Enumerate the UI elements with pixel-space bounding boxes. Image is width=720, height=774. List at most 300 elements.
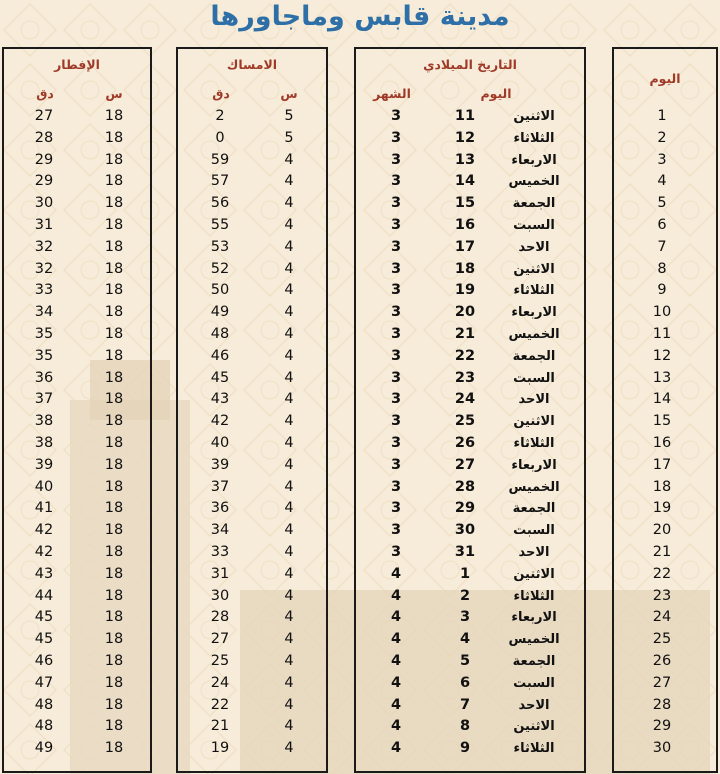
iftar-hour: 18 xyxy=(104,413,124,430)
imsak-hour: 4 xyxy=(284,696,294,713)
ramadan-day-number: 25 xyxy=(652,631,672,648)
table-row xyxy=(178,498,326,520)
table-row xyxy=(614,106,716,128)
imsak-hour: 4 xyxy=(284,740,294,757)
imsak-minute: 59 xyxy=(210,151,230,168)
table-row xyxy=(4,629,150,651)
table-row xyxy=(614,695,716,717)
iftar-hour: 18 xyxy=(104,238,124,255)
ramadan-day-number: 5 xyxy=(657,195,667,212)
weekday-name: الاثنين xyxy=(513,414,555,430)
table-row xyxy=(178,389,326,411)
iftar-hour: 18 xyxy=(104,282,124,299)
imsak-hour: 4 xyxy=(284,260,294,277)
gregorian-month: 3 xyxy=(390,413,402,430)
imsak-minute: 53 xyxy=(210,238,230,255)
gregorian-day: 30 xyxy=(454,522,476,539)
gregorian-month: 3 xyxy=(390,173,402,190)
gregorian-month: 3 xyxy=(390,391,402,408)
gregorian-month: 3 xyxy=(390,304,402,321)
ramadan-day-number: 16 xyxy=(652,434,672,451)
gregorian-day: 2 xyxy=(459,587,471,604)
table-row xyxy=(356,193,584,215)
table-row xyxy=(614,215,716,237)
iftar-header: الإفطار xyxy=(54,57,100,72)
table-row xyxy=(178,455,326,477)
gregorian-month: 4 xyxy=(390,718,402,735)
gregorian-day: 6 xyxy=(459,674,471,691)
table-row xyxy=(178,259,326,281)
ramadan-day-number: 22 xyxy=(652,565,672,582)
gregorian-month: 3 xyxy=(390,543,402,560)
table-row xyxy=(178,302,326,324)
weekday-name: السبت xyxy=(513,523,555,539)
gregorian-month: 3 xyxy=(390,216,402,233)
gregorian-month: 4 xyxy=(390,674,402,691)
iftar-hour: 18 xyxy=(104,216,124,233)
imsak-hour: 4 xyxy=(284,631,294,648)
imsak-hour: 5 xyxy=(284,129,294,146)
imsak-minute: 39 xyxy=(210,456,230,473)
iftar-minute: 41 xyxy=(34,500,54,517)
gregorian-month: 3 xyxy=(390,369,402,386)
table-row xyxy=(614,738,716,760)
ramadan-day-number: 20 xyxy=(652,522,672,539)
table-row xyxy=(4,150,150,172)
iftar-minute: 40 xyxy=(34,478,54,495)
table-row xyxy=(614,542,716,564)
imsak-minute: 50 xyxy=(210,282,230,299)
iftar-minute: 38 xyxy=(34,434,54,451)
gregorian-month: 3 xyxy=(390,522,402,539)
weekday-name: الاربعاء xyxy=(511,305,557,321)
iftar-minute: 45 xyxy=(34,609,54,626)
ramadan-day-number: 12 xyxy=(652,347,672,364)
table-row xyxy=(356,455,584,477)
table-row xyxy=(614,477,716,499)
table-row xyxy=(178,150,326,172)
day-col-header: اليوم xyxy=(480,86,512,101)
table-row xyxy=(178,411,326,433)
imsak-hour: 4 xyxy=(284,587,294,604)
imsak-hour: 4 xyxy=(284,652,294,669)
weekday-name: الاثنين xyxy=(513,261,555,277)
ramadan-day-number: 26 xyxy=(652,652,672,669)
table-row xyxy=(4,455,150,477)
imsak-hour: 4 xyxy=(284,369,294,386)
gregorian-day: 25 xyxy=(454,413,476,430)
table-row xyxy=(356,564,584,586)
table-row xyxy=(614,368,716,390)
table-row xyxy=(4,324,150,346)
table-row xyxy=(4,280,150,302)
imsak-hour: 4 xyxy=(284,413,294,430)
iftar-hour: 18 xyxy=(104,391,124,408)
gregorian-day: 26 xyxy=(454,434,476,451)
table-row xyxy=(356,477,584,499)
table-row xyxy=(178,433,326,455)
gregorian-month: 3 xyxy=(390,325,402,342)
imsak-hour: 4 xyxy=(284,304,294,321)
gregorian-month: 3 xyxy=(390,238,402,255)
iftar-hour: 18 xyxy=(104,543,124,560)
table-row xyxy=(614,193,716,215)
weekday-name: الاربعاء xyxy=(511,610,557,626)
ramadan-day-number: 7 xyxy=(657,238,667,255)
imsak-hour: 4 xyxy=(284,434,294,451)
ramadan-day-number: 14 xyxy=(652,391,672,408)
table-row xyxy=(356,695,584,717)
table-row xyxy=(4,433,150,455)
gregorian-day: 27 xyxy=(454,456,476,473)
table-row xyxy=(4,651,150,673)
ramadan-day-number: 8 xyxy=(657,260,667,277)
table-row xyxy=(178,673,326,695)
gregorian-month: 3 xyxy=(390,151,402,168)
imsak-minute: 25 xyxy=(210,652,230,669)
weekday-name: الجمعة xyxy=(512,196,556,212)
gregorian-month: 4 xyxy=(390,696,402,713)
table-row xyxy=(178,368,326,390)
table-row xyxy=(614,171,716,193)
imsak-hour: 4 xyxy=(284,282,294,299)
gregorian-day: 16 xyxy=(454,216,476,233)
gregorian-day: 5 xyxy=(459,652,471,669)
imsak-hour: 4 xyxy=(284,347,294,364)
table-row xyxy=(4,738,150,760)
ramadan-day-header: اليوم xyxy=(649,71,681,86)
table-row xyxy=(4,106,150,128)
iftar-minute: 29 xyxy=(34,173,54,190)
iftar-hour: 18 xyxy=(104,108,124,124)
table-row xyxy=(4,477,150,499)
weekday-name: الثلاثاء xyxy=(513,588,555,604)
gregorian-month: 3 xyxy=(390,456,402,473)
iftar-hour: 18 xyxy=(104,609,124,626)
table-row xyxy=(614,607,716,629)
iftar-hour: 18 xyxy=(104,565,124,582)
table-row xyxy=(178,171,326,193)
table-row xyxy=(356,150,584,172)
gregorian-day: 1 xyxy=(459,565,471,582)
table-row xyxy=(178,280,326,302)
table-row xyxy=(4,346,150,368)
iftar-hour: 18 xyxy=(104,151,124,168)
ramadan-day-number: 28 xyxy=(652,696,672,713)
imsak-minute: 36 xyxy=(210,500,230,517)
gregorian-day: 18 xyxy=(454,260,476,277)
gregorian-day: 14 xyxy=(454,173,476,190)
ramadan-day-number: 3 xyxy=(657,151,667,168)
imsak-minute: 45 xyxy=(210,369,230,386)
imsak-hour: 4 xyxy=(284,216,294,233)
weekday-name: الاثنين xyxy=(513,719,555,735)
ramadan-day-number: 9 xyxy=(657,282,667,299)
imsak-hour: 4 xyxy=(284,173,294,190)
table-row xyxy=(614,673,716,695)
gregorian-day: 3 xyxy=(459,609,471,626)
table-row xyxy=(178,607,326,629)
gregorian-header: التاريخ الميلادي xyxy=(423,57,517,72)
iftar-minute: 39 xyxy=(34,456,54,473)
gregorian-month: 3 xyxy=(390,478,402,495)
table-row xyxy=(178,542,326,564)
weekday-name: الخميس xyxy=(508,326,560,342)
table-row xyxy=(356,346,584,368)
imsak-header: الامساك xyxy=(226,57,278,72)
table-row xyxy=(356,673,584,695)
imsak-minute: 0 xyxy=(215,129,225,146)
imsak-hour: 4 xyxy=(284,391,294,408)
table-row xyxy=(356,586,584,608)
table-row xyxy=(614,302,716,324)
imsak-hour: 4 xyxy=(284,609,294,626)
ramadan-day-number: 10 xyxy=(652,304,672,321)
table-row xyxy=(356,389,584,411)
gregorian-month: 3 xyxy=(390,129,402,146)
table-row xyxy=(4,128,150,150)
weekday-name: الاربعاء xyxy=(511,152,557,168)
month-col-header: الشهر xyxy=(373,86,411,101)
table-row xyxy=(614,629,716,651)
ramadan-day-number: 11 xyxy=(652,325,672,342)
table-row xyxy=(4,389,150,411)
iftar-minute: 48 xyxy=(34,696,54,713)
table-row xyxy=(4,695,150,717)
iftar-minute: 36 xyxy=(34,369,54,386)
table-row xyxy=(614,324,716,346)
table-row xyxy=(356,171,584,193)
table-row xyxy=(614,433,716,455)
iftar-minute: 28 xyxy=(34,129,54,146)
iftar-hour: 18 xyxy=(104,674,124,691)
page-title: مدينة قابس وماجاورها xyxy=(210,1,510,32)
imsak-hour: 4 xyxy=(284,151,294,168)
table-row xyxy=(356,433,584,455)
table-row xyxy=(614,455,716,477)
iftar-hour: 18 xyxy=(104,369,124,386)
iftar-hour: 18 xyxy=(104,304,124,321)
table-row xyxy=(356,128,584,150)
gregorian-day: 15 xyxy=(454,195,476,212)
table-row xyxy=(4,673,150,695)
table-row xyxy=(178,346,326,368)
imsak-minute: 22 xyxy=(210,696,230,713)
gregorian-day: 29 xyxy=(454,500,476,517)
ramadan-day-number: 30 xyxy=(652,740,672,757)
iftar-hour: 18 xyxy=(104,696,124,713)
table-row xyxy=(178,193,326,215)
imsak-minute: 48 xyxy=(210,325,230,342)
hour-header: س xyxy=(280,86,298,101)
iftar-minute: 27 xyxy=(34,108,54,124)
gregorian-day: 21 xyxy=(454,325,476,342)
weekday-name: الاحد xyxy=(518,239,550,255)
table-row xyxy=(356,629,584,651)
gregorian-day: 8 xyxy=(459,718,471,735)
table-row xyxy=(178,564,326,586)
gregorian-day: 11 xyxy=(454,108,476,124)
iftar-hour: 18 xyxy=(104,522,124,539)
iftar-minute: 46 xyxy=(34,652,54,669)
gregorian-month: 3 xyxy=(390,195,402,212)
table-row xyxy=(356,738,584,760)
imsak-minute: 19 xyxy=(210,740,230,757)
table-row xyxy=(356,215,584,237)
weekday-name: الاحد xyxy=(518,544,550,560)
table-row xyxy=(614,389,716,411)
table-row xyxy=(178,586,326,608)
iftar-hour: 18 xyxy=(104,260,124,277)
table-row xyxy=(178,237,326,259)
iftar-minute: 42 xyxy=(34,543,54,560)
table-row xyxy=(356,498,584,520)
gregorian-day: 13 xyxy=(454,151,476,168)
iftar-minute: 47 xyxy=(34,674,54,691)
table-row xyxy=(178,106,326,128)
ramadan-day-number: 29 xyxy=(652,718,672,735)
imsak-hour: 4 xyxy=(284,456,294,473)
weekday-name: الجمعة xyxy=(512,653,556,669)
iftar-minute: 38 xyxy=(34,413,54,430)
table-row xyxy=(4,607,150,629)
imsak-minute: 40 xyxy=(210,434,230,451)
iftar-minute: 32 xyxy=(34,238,54,255)
imsak-minute: 24 xyxy=(210,674,230,691)
iftar-hour: 18 xyxy=(104,456,124,473)
table-row xyxy=(178,324,326,346)
imsak-hour: 4 xyxy=(284,325,294,342)
iftar-minute: 33 xyxy=(34,282,54,299)
table-row xyxy=(4,215,150,237)
imsak-hour: 4 xyxy=(284,718,294,735)
gregorian-day: 9 xyxy=(459,740,471,757)
table-row xyxy=(4,586,150,608)
table-row xyxy=(4,237,150,259)
gregorian-day: 17 xyxy=(454,238,476,255)
gregorian-day: 4 xyxy=(459,631,471,648)
table-row xyxy=(178,629,326,651)
imsak-minute: 30 xyxy=(210,587,230,604)
table-row xyxy=(614,259,716,281)
weekday-name: الخميس xyxy=(508,632,560,648)
minute-header: دق xyxy=(212,86,230,101)
table-row xyxy=(614,586,716,608)
weekday-name: الاثنين xyxy=(513,109,555,124)
table-row xyxy=(4,716,150,738)
imsak-hour: 4 xyxy=(284,195,294,212)
table-row xyxy=(614,346,716,368)
imsak-minute: 27 xyxy=(210,631,230,648)
iftar-hour: 18 xyxy=(104,325,124,342)
ramadan-day-number: 21 xyxy=(652,543,672,560)
table-row xyxy=(614,128,716,150)
gregorian-day: 20 xyxy=(454,304,476,321)
table-row xyxy=(614,520,716,542)
iftar-hour: 18 xyxy=(104,434,124,451)
weekday-name: الثلاثاء xyxy=(513,435,555,451)
iftar-hour: 18 xyxy=(104,173,124,190)
iftar-minute: 42 xyxy=(34,522,54,539)
table-row xyxy=(356,237,584,259)
imsak-minute: 28 xyxy=(210,609,230,626)
table-row xyxy=(178,651,326,673)
table-row xyxy=(4,542,150,564)
table-row xyxy=(4,520,150,542)
iftar-minute: 35 xyxy=(34,347,54,364)
iftar-hour: 18 xyxy=(104,195,124,212)
table-row xyxy=(4,564,150,586)
imsak-minute: 49 xyxy=(210,304,230,321)
gregorian-month: 3 xyxy=(390,260,402,277)
table-row xyxy=(614,150,716,172)
ramadan-day-number: 13 xyxy=(652,369,672,386)
table-row xyxy=(356,259,584,281)
weekday-name: السبت xyxy=(513,217,555,233)
imsak-minute: 56 xyxy=(210,195,230,212)
imsak-hour: 4 xyxy=(284,478,294,495)
iftar-minute: 45 xyxy=(34,631,54,648)
gregorian-month: 3 xyxy=(390,347,402,364)
table-row xyxy=(4,259,150,281)
table-row xyxy=(178,477,326,499)
table-row xyxy=(178,520,326,542)
imsak-rows xyxy=(178,106,326,760)
gregorian-day: 22 xyxy=(454,347,476,364)
table-row xyxy=(356,651,584,673)
ramadan-day-number: 19 xyxy=(652,500,672,517)
weekday-name: الخميس xyxy=(508,479,560,495)
gregorian-month: 4 xyxy=(390,609,402,626)
imsak-hour: 5 xyxy=(284,108,294,124)
weekday-name: الاحد xyxy=(518,697,550,713)
table-row xyxy=(356,542,584,564)
iftar-hour: 18 xyxy=(104,478,124,495)
iftar-minute: 32 xyxy=(34,260,54,277)
table-row xyxy=(356,607,584,629)
imsak-minute: 57 xyxy=(210,173,230,190)
table-row xyxy=(178,695,326,717)
table-row xyxy=(4,411,150,433)
iftar-panel xyxy=(2,47,152,773)
ramadan-day-number: 27 xyxy=(652,674,672,691)
imsak-hour: 4 xyxy=(284,543,294,560)
ramadan-day-number: 2 xyxy=(657,129,667,146)
imsak-minute: 46 xyxy=(210,347,230,364)
ramadan-day-number: 24 xyxy=(652,609,672,626)
table-row xyxy=(4,302,150,324)
iftar-minute: 29 xyxy=(34,151,54,168)
imsak-hour: 4 xyxy=(284,674,294,691)
gregorian-day: 19 xyxy=(454,282,476,299)
imsak-minute: 55 xyxy=(210,216,230,233)
iftar-minute: 35 xyxy=(34,325,54,342)
weekday-name: الخميس xyxy=(508,174,560,190)
gregorian-month: 4 xyxy=(390,652,402,669)
table-row xyxy=(356,411,584,433)
gregorian-day: 31 xyxy=(454,543,476,560)
imsak-minute: 34 xyxy=(210,522,230,539)
imsak-hour: 4 xyxy=(284,565,294,582)
table-row xyxy=(614,498,716,520)
gregorian-month: 4 xyxy=(390,587,402,604)
table-row xyxy=(356,280,584,302)
table-row xyxy=(614,651,716,673)
weekday-name: الثلاثاء xyxy=(513,283,555,299)
imsak-minute: 31 xyxy=(210,565,230,582)
iftar-minute: 37 xyxy=(34,391,54,408)
weekday-name: الثلاثاء xyxy=(513,130,555,146)
